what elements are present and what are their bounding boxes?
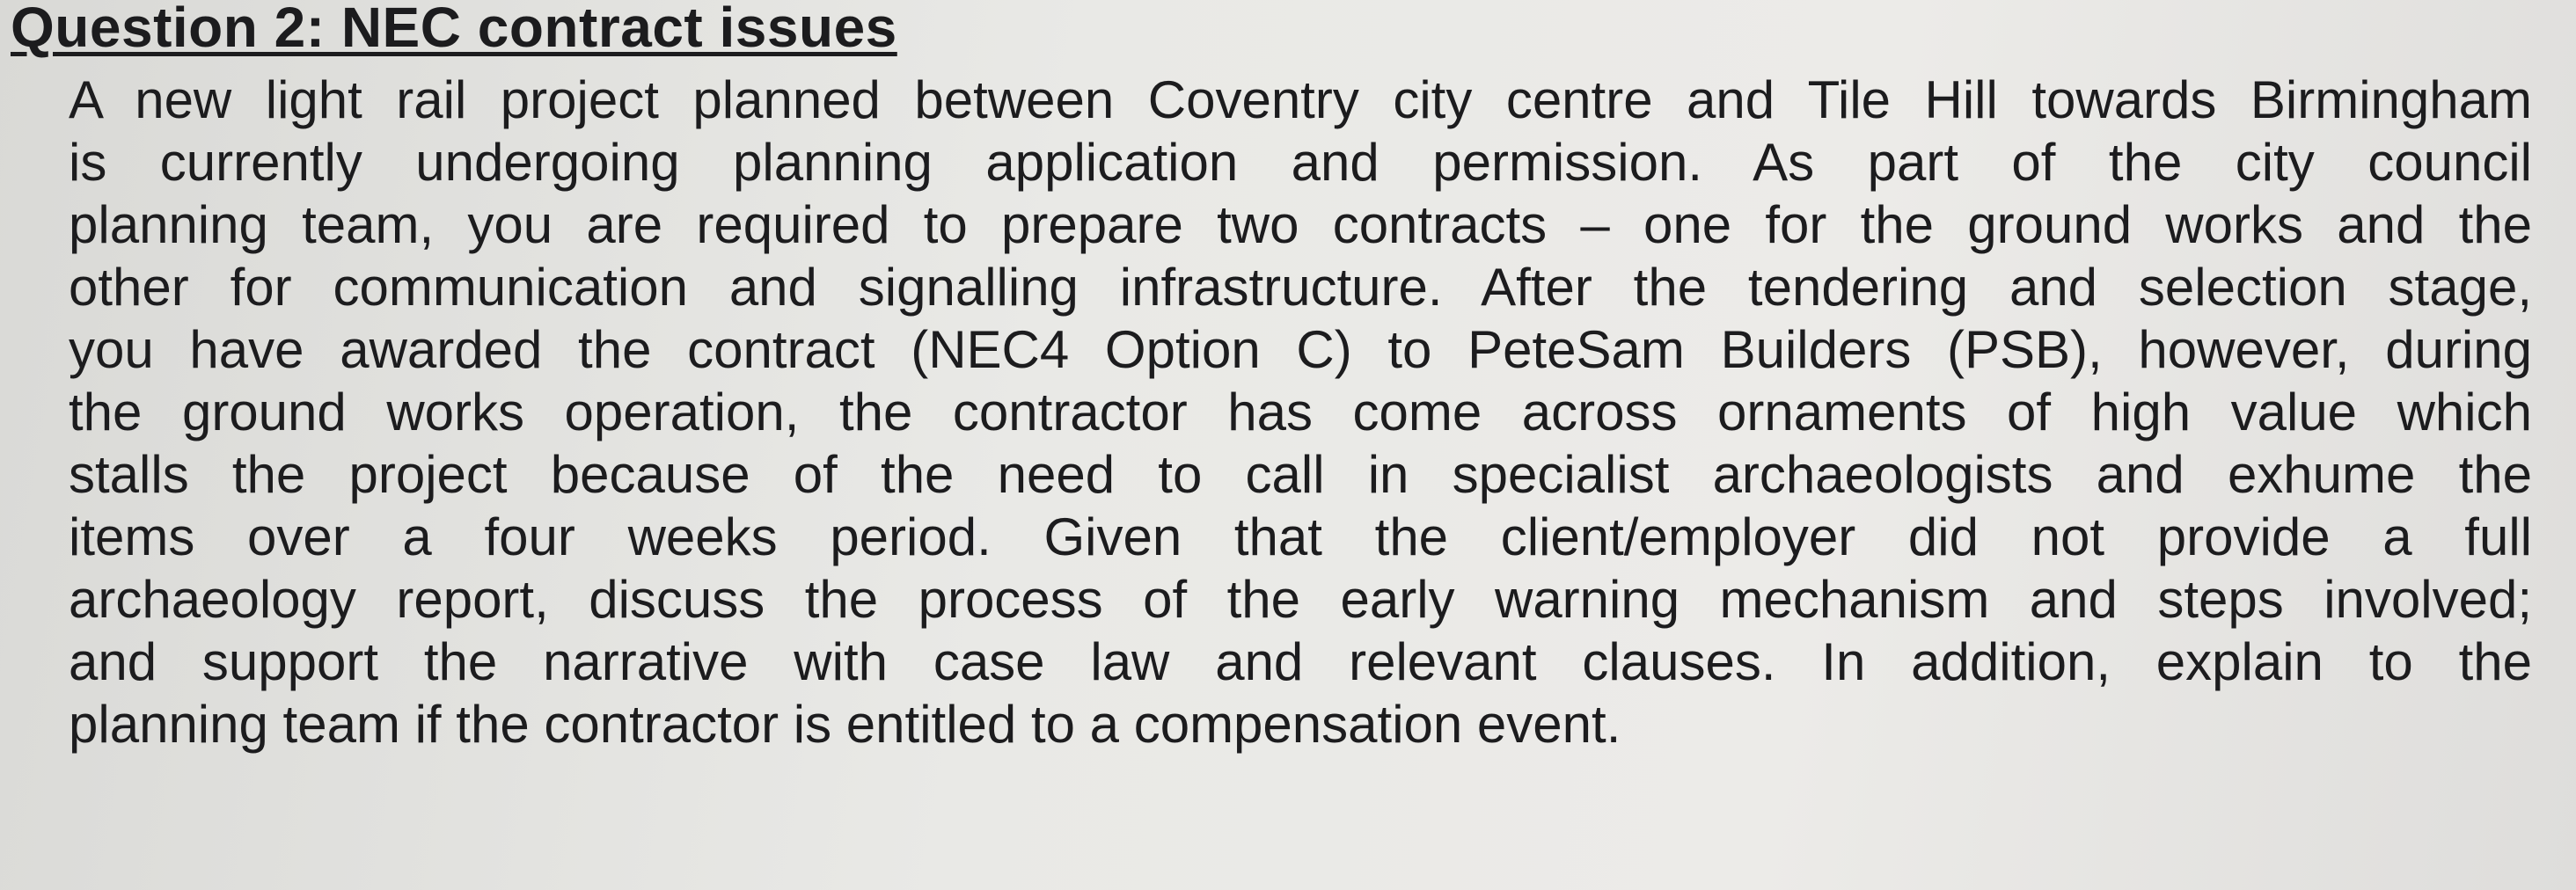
text-line: items over a four weeks period. Given that the client/employer did not provide a full [69,507,2532,566]
question-body [69,69,2532,755]
text-line: is currently undergoing planning application and permission. As part of the city council [69,133,2532,192]
text-line: planning team if the contractor is entitled to a compensation event. [69,695,1621,754]
text-line: other for communication and signalling infrastructure. After the tendering and selection stage, [69,258,2532,317]
text-line: archaeology report, discuss the process of the early warning mechanism and steps involved; [69,570,2532,629]
text-line: you have awarded the contract (NEC4 Option C) to PeteSam Builders (PSB), however, during [69,320,2532,379]
text-line: stalls the project because of the need to call in specialist archaeologists and exhume the [69,445,2532,504]
question-title: Question 2: NEC contract issues [11,0,897,59]
text-line: planning team, you are required to prepare two contracts – one for the ground works and the [69,195,2532,254]
text-line: A new light rail project planned between Coventry city centre and Tile Hill towards Birmingham [69,70,2532,129]
text-line: the ground works operation, the contractor has come across ornaments of high value which [69,383,2532,441]
text-line: and support the narrative with case law and relevant clauses. In addition, explain to the [69,632,2532,691]
